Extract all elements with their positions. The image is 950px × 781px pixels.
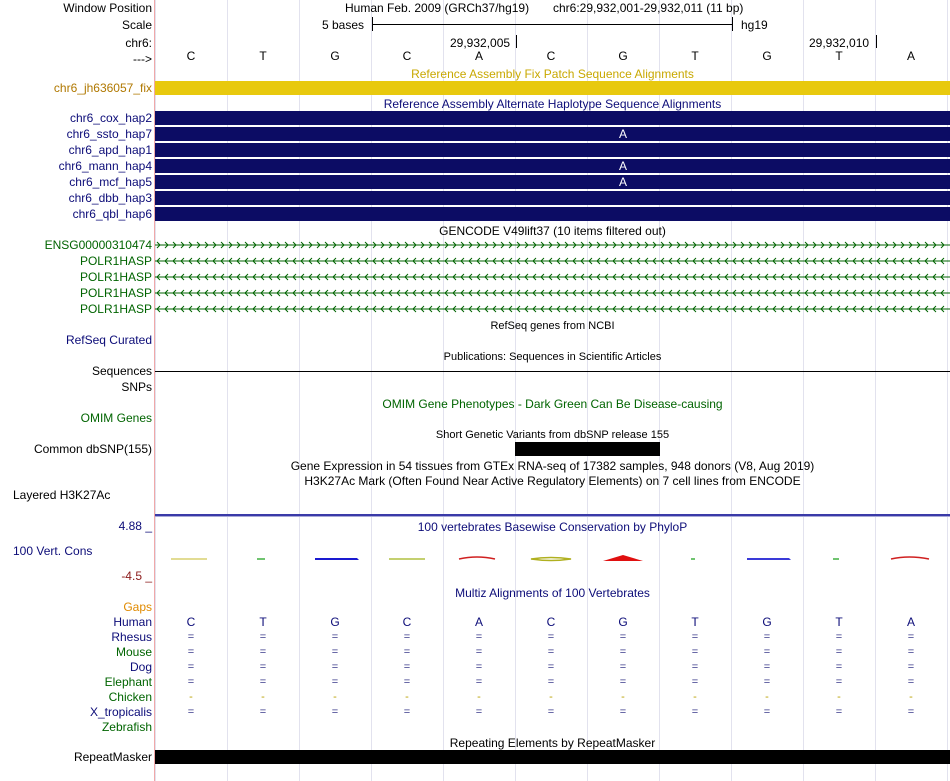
multiz-alignment-mark: - — [693, 691, 697, 703]
multiz-alignment-mark: = — [331, 661, 339, 673]
multiz-alignment-mark: = — [475, 646, 483, 658]
ref-base: C — [186, 49, 196, 63]
multiz-alignment-mark: = — [763, 646, 771, 658]
multiz-base: T — [835, 615, 843, 629]
multiz-base: C — [402, 615, 412, 629]
coord-label: 29,932,010 — [809, 36, 870, 50]
dbsnp-variant-bar[interactable] — [515, 442, 660, 456]
multiz-alignment-mark: - — [405, 691, 409, 703]
multiz-alignment-mark: = — [547, 661, 555, 673]
multiz-alignment-mark: = — [187, 631, 195, 643]
refseq-track-title: RefSeq genes from NCBI — [490, 320, 615, 332]
multiz-alignment-mark: = — [691, 631, 699, 643]
multiz-species-label[interactable]: Mouse — [115, 645, 152, 659]
gencode-gene-label[interactable]: POLR1HASP — [79, 302, 152, 316]
multiz-base: A — [906, 615, 915, 629]
multiz-alignment-mark: - — [549, 691, 553, 703]
multiz-alignment-mark: = — [547, 631, 555, 643]
multiz-alignment-mark: = — [475, 661, 483, 673]
alt-hap-alignment-bar[interactable] — [155, 127, 950, 141]
gencode-gene-label[interactable]: POLR1HASP — [79, 254, 152, 268]
phylop-conservation-plot[interactable] — [155, 548, 950, 570]
strand-arrow-label[interactable]: ---> — [133, 52, 152, 66]
alt-hap-alignment-bar[interactable] — [155, 143, 950, 157]
coord-tick — [516, 35, 517, 48]
multiz-alignment-mark: = — [547, 646, 555, 658]
alt-hap-track-title: Reference Assembly Alternate Haplotype Sequence Alignments — [383, 97, 722, 111]
multiz-alignment-mark: - — [189, 691, 193, 703]
multiz-alignment-mark: = — [547, 706, 555, 718]
multiz-alignment-mark: = — [763, 631, 771, 643]
scale-db: hg19 — [741, 18, 768, 32]
multiz-species-label[interactable]: Chicken — [108, 690, 152, 704]
multiz-alignment-mark: - — [477, 691, 481, 703]
omim-track-title: OMIM Gene Phenotypes - Dark Green Can Be Disease-causing — [382, 397, 723, 411]
alt-hap-alignment-bar[interactable] — [155, 191, 950, 205]
multiz-alignment-mark: = — [403, 661, 411, 673]
fix-patch-item-label[interactable]: chr6_jh636057_fix — [53, 81, 152, 95]
multiz-base: C — [186, 615, 196, 629]
multiz-alignment-mark: = — [907, 646, 915, 658]
mismatch-base: A — [618, 175, 627, 189]
multiz-alignment-mark: = — [619, 676, 627, 688]
multiz-gaps-label[interactable]: Gaps — [123, 600, 152, 614]
coord-tick — [876, 35, 877, 48]
multiz-alignment-mark: = — [547, 676, 555, 688]
dbsnp-track-label[interactable]: Common dbSNP(155) — [33, 442, 152, 456]
chrom-label: chr6: — [125, 36, 152, 50]
multiz-alignment-mark: = — [835, 706, 843, 718]
multiz-alignment-mark: - — [261, 691, 265, 703]
alt-hap-label[interactable]: chr6_apd_hap1 — [68, 143, 152, 157]
multiz-alignment-mark: = — [331, 631, 339, 643]
multiz-base: G — [330, 615, 340, 629]
multiz-alignment-mark: = — [691, 661, 699, 673]
ref-base: A — [474, 49, 483, 63]
phylop-max-label: 4.88 _ — [118, 519, 152, 533]
gencode-track-title: GENCODE V49lift37 (10 items filtered out) — [439, 224, 666, 238]
dbsnp-track-title: Short Genetic Variants from dbSNP release 155 — [435, 429, 670, 441]
gencode-gene-label[interactable]: POLR1HASP — [79, 286, 152, 300]
multiz-base: A — [474, 615, 483, 629]
multiz-alignment-mark: = — [259, 631, 267, 643]
mismatch-base: A — [618, 159, 627, 173]
multiz-alignment-mark: = — [835, 676, 843, 688]
multiz-alignment-mark: = — [475, 676, 483, 688]
multiz-alignment-mark: = — [763, 661, 771, 673]
multiz-alignment-mark: = — [331, 646, 339, 658]
alt-hap-label[interactable]: chr6_mann_hap4 — [58, 159, 152, 173]
multiz-alignment-mark: - — [765, 691, 769, 703]
repeatmasker-element-bar[interactable] — [155, 750, 950, 764]
multiz-alignment-mark: - — [621, 691, 625, 703]
phylop-bar — [747, 558, 791, 560]
sequences-track-label[interactable]: Sequences — [91, 364, 152, 378]
multiz-alignment-mark: = — [259, 646, 267, 658]
multiz-species-label[interactable]: X_tropicalis — [89, 705, 152, 719]
ref-base: C — [546, 49, 556, 63]
phylop-bar — [459, 557, 495, 559]
coord-label: 29,932,005 — [450, 36, 511, 50]
phylop-bar — [315, 558, 359, 560]
multiz-alignment-mark: = — [763, 706, 771, 718]
track-labels-column — [0, 0, 154, 781]
ref-base: T — [259, 49, 267, 63]
phylop-bar — [531, 558, 571, 561]
multiz-alignment-mark: = — [619, 706, 627, 718]
multiz-alignment-mark: = — [475, 706, 483, 718]
multiz-alignment-mark: = — [907, 706, 915, 718]
multiz-alignment-mark: = — [691, 706, 699, 718]
multiz-alignment-mark: = — [835, 661, 843, 673]
gencode-gene-models[interactable] — [155, 240, 950, 322]
multiz-alignment-mark: = — [907, 661, 915, 673]
scale-bar-tick — [732, 17, 733, 31]
multiz-alignment-mark: = — [619, 631, 627, 643]
refseq-track-label[interactable]: RefSeq Curated — [65, 333, 152, 347]
ref-base: C — [402, 49, 412, 63]
phylop-track-label[interactable]: 100 Vert. Cons — [13, 544, 93, 558]
multiz-alignment-mark: = — [907, 631, 915, 643]
multiz-species-label[interactable]: Human — [113, 615, 152, 629]
alt-hap-label[interactable]: chr6_cox_hap2 — [69, 111, 152, 125]
multiz-alignment-mark: = — [259, 676, 267, 688]
multiz-alignment-mark: = — [403, 706, 411, 718]
multiz-base: G — [762, 615, 772, 629]
multiz-alignment-mark: = — [331, 706, 339, 718]
multiz-alignment-mark: - — [909, 691, 913, 703]
assembly-title: Human Feb. 2009 (GRCh37/hg19) — [345, 1, 530, 15]
ref-base: G — [330, 49, 340, 63]
gencode-gene-label[interactable]: POLR1HASP — [79, 270, 152, 284]
multiz-alignment-mark: = — [187, 676, 195, 688]
ref-base: A — [906, 49, 915, 63]
multiz-alignment-mark: = — [691, 676, 699, 688]
multiz-alignment-mark: = — [187, 661, 195, 673]
gtex-track-title: Gene Expression in 54 tissues from GTEx RNA-seq of 17382 samples, 948 donors (V8, Aug 2019) — [290, 459, 815, 473]
multiz-alignment-mark: = — [331, 676, 339, 688]
phylop-track-title: 100 vertebrates Basewise Conservation by PhyloP — [417, 520, 688, 534]
h3k27ac-track-title: H3K27Ac Mark (Often Found Near Active Regulatory Elements) on 7 cell lines from ENCODE — [304, 474, 801, 488]
fix-patch-track-title: Reference Assembly Fix Patch Sequence Alignments — [411, 67, 694, 81]
repeatmasker-track-label[interactable]: RepeatMasker — [73, 750, 152, 764]
multiz-alignment-mark: = — [403, 646, 411, 658]
multiz-species-label[interactable]: Elephant — [104, 675, 152, 689]
publications-track-title: Publications: Sequences in Scientific Articles — [443, 351, 662, 363]
alt-hap-alignment-bar[interactable] — [155, 175, 950, 189]
multiz-alignment-mark: = — [763, 676, 771, 688]
multiz-alignment-mark: = — [259, 706, 267, 718]
gencode-gene-label[interactable]: ENSG00000310474 — [44, 238, 152, 252]
multiz-species-label[interactable]: Zebrafish — [101, 720, 152, 734]
multiz-alignment-mark: - — [333, 691, 337, 703]
multiz-base: T — [259, 615, 267, 629]
ref-base: G — [618, 49, 628, 63]
position-readout: chr6:29,932,001-29,932,011 (11 bp) — [553, 1, 744, 15]
scale-bar — [372, 24, 732, 25]
ref-base: T — [691, 49, 699, 63]
track-image-area[interactable] — [155, 0, 950, 781]
fix-patch-alignment-bar[interactable] — [155, 81, 950, 95]
multiz-alignment-mark: = — [835, 631, 843, 643]
scale-text: 5 bases — [322, 18, 365, 32]
phylop-min-label: -4.5 _ — [121, 569, 152, 583]
phylop-bar — [603, 555, 643, 561]
multiz-species-label[interactable]: Rhesus — [111, 630, 152, 644]
sequences-line — [155, 371, 950, 372]
multiz-alignment-mark: = — [187, 706, 195, 718]
alt-hap-label[interactable]: chr6_mcf_hap5 — [69, 175, 152, 189]
alt-hap-label[interactable]: chr6_ssto_hap7 — [66, 127, 152, 141]
window-position-label: Window Position — [63, 1, 152, 15]
ref-base: G — [762, 49, 772, 63]
multiz-alignment-mark: = — [619, 661, 627, 673]
multiz-alignment-mark: = — [187, 646, 195, 658]
ref-base: T — [835, 49, 843, 63]
alt-hap-label[interactable]: chr6_qbl_hap6 — [72, 207, 152, 221]
multiz-species-label[interactable]: Dog — [129, 660, 152, 674]
scale-label: Scale — [121, 18, 152, 32]
repeatmasker-track-title: Repeating Elements by RepeatMasker — [449, 736, 656, 750]
multiz-base: T — [691, 615, 699, 629]
alt-hap-label[interactable]: chr6_dbb_hap3 — [68, 191, 152, 205]
multiz-alignment-mark: = — [619, 646, 627, 658]
alt-hap-alignment-bar[interactable] — [155, 159, 950, 173]
phylop-bar — [891, 557, 929, 559]
multiz-alignment-mark: = — [403, 631, 411, 643]
mismatch-base: A — [618, 127, 627, 141]
multiz-human-row — [155, 615, 950, 629]
alt-hap-alignment-bar[interactable] — [155, 111, 950, 125]
omim-track-label[interactable]: OMIM Genes — [80, 411, 152, 425]
multiz-base: G — [618, 615, 628, 629]
snps-label[interactable]: SNPs — [121, 380, 152, 394]
alt-hap-alignment-bar[interactable] — [155, 207, 950, 221]
multiz-alignment-mark: = — [907, 676, 915, 688]
multiz-track-title: Multiz Alignments of 100 Vertebrates — [455, 586, 650, 600]
multiz-alignment-mark: - — [837, 691, 841, 703]
multiz-alignment-mark: = — [691, 646, 699, 658]
h3k27ac-signal-line — [155, 516, 950, 517]
multiz-alignment-mark: = — [403, 676, 411, 688]
multiz-alignment-mark: = — [835, 646, 843, 658]
h3k27ac-track-label[interactable]: Layered H3K27Ac — [13, 488, 111, 502]
multiz-alignment-mark: = — [259, 661, 267, 673]
multiz-alignment-mark: = — [475, 631, 483, 643]
multiz-base: C — [546, 615, 556, 629]
